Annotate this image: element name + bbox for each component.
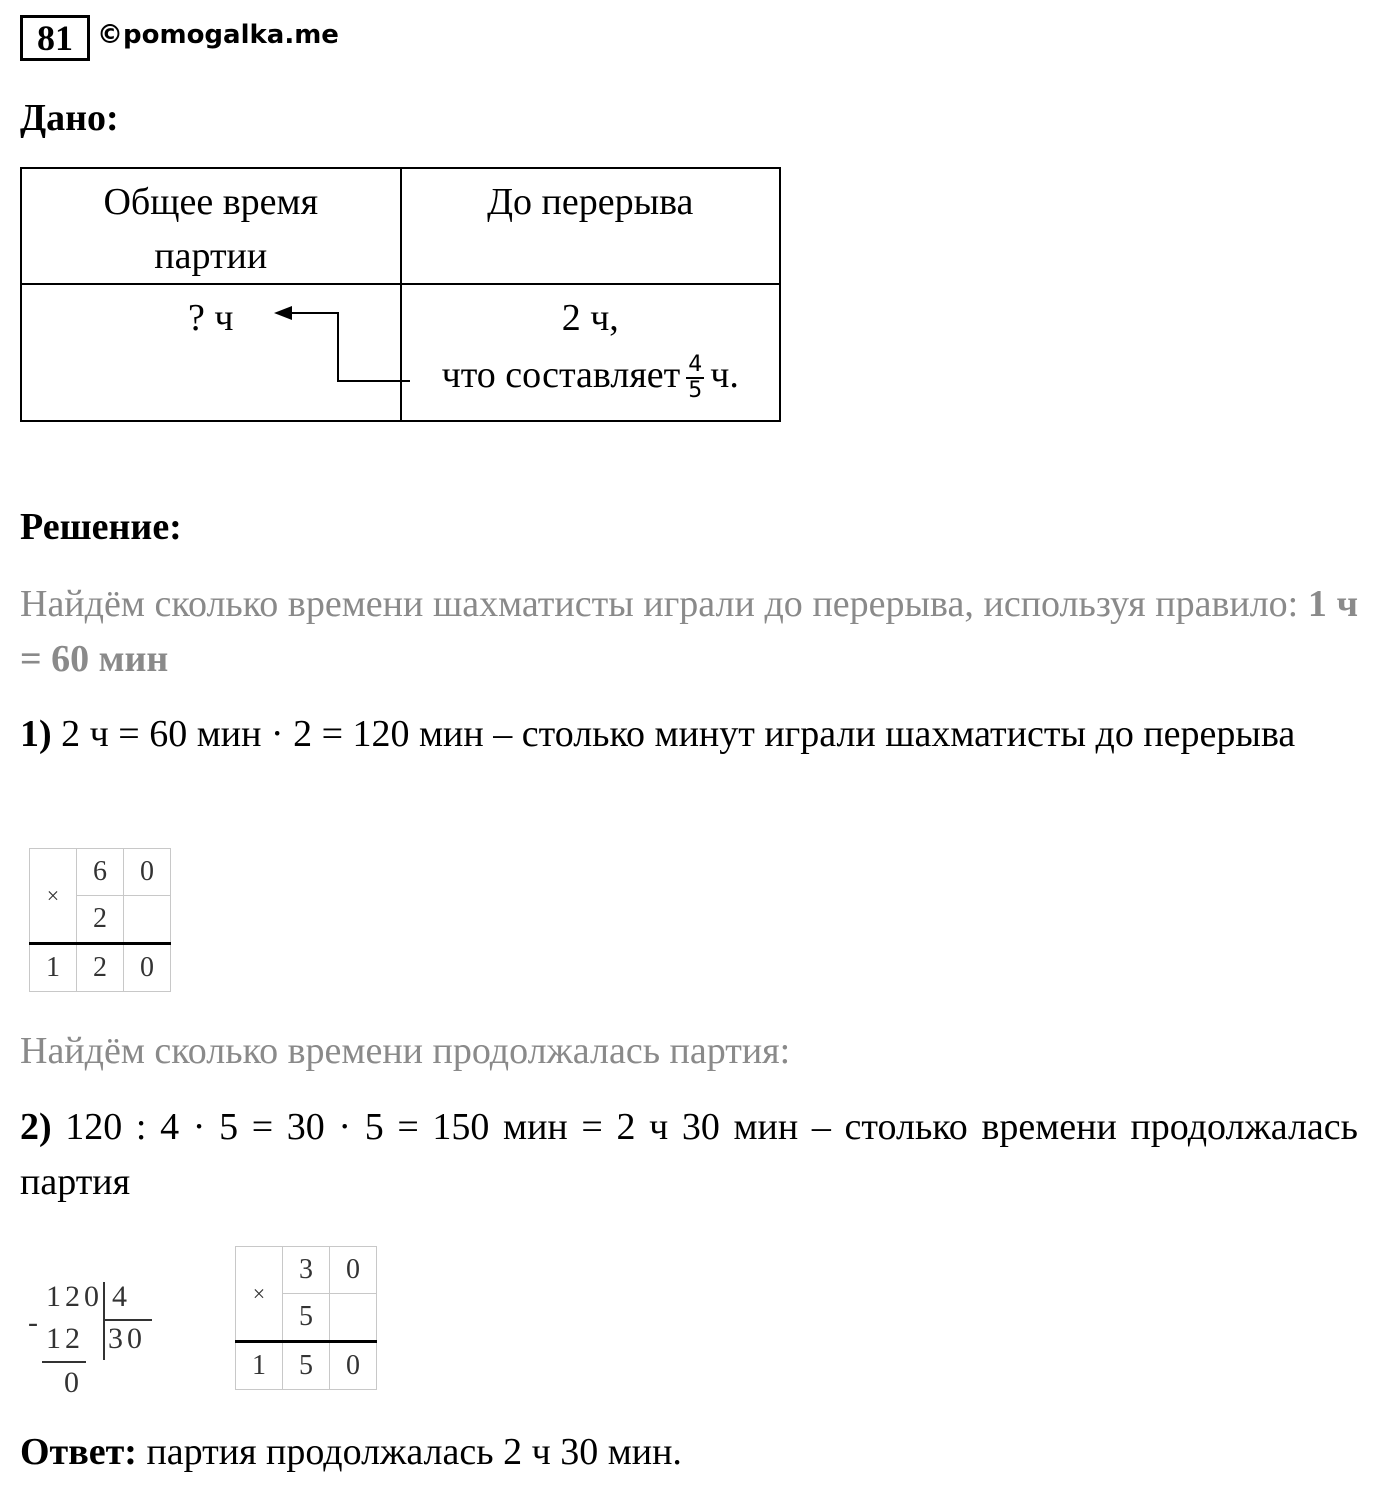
step-1 — [20, 707, 1358, 762]
total-time-text: ? ч — [188, 297, 234, 339]
before-break-line1: 2 ч, — [561, 297, 619, 339]
task-number: 81 — [20, 15, 90, 61]
grid-cell: 0 — [330, 1342, 377, 1390]
grid-cell: 0 — [124, 944, 171, 992]
grid-cell — [330, 1294, 377, 1342]
answer-label: Ответ: — [20, 1431, 137, 1473]
step-2-text: 120 : 4 · 5 = 30 · 5 = 150 мин = 2 ч 30 мин – столько времени продолжалась партия — [20, 1106, 1358, 1203]
hint-1-rule: 1 ч = 60 мин — [20, 583, 1358, 680]
multiply-sign: × — [30, 849, 77, 944]
grid-cell — [124, 896, 171, 944]
fraction-numerator: 4 — [688, 352, 703, 378]
grid-cell: 0 — [330, 1247, 377, 1294]
fraction-prefix: что составляет — [441, 354, 681, 396]
grid-cell: 1 — [236, 1342, 283, 1390]
minus-sign: - — [28, 1306, 42, 1339]
grid-cell: 6 — [77, 849, 124, 896]
step-1-label: 1) — [20, 713, 52, 755]
multiply-sign: × — [236, 1247, 283, 1342]
divisor: 4 — [112, 1280, 131, 1313]
site-watermark: ©pomogalka.me — [97, 20, 339, 50]
step-2 — [20, 1100, 1358, 1210]
grid-cell: 0 — [124, 849, 171, 896]
hint-1-text: Найдём сколько времени шахматисты играли до перерыва, используя правило: — [20, 583, 1308, 625]
step-2-label: 2) — [20, 1106, 52, 1148]
division-lines-icon — [28, 1278, 168, 1408]
grid-cell: 2 — [77, 896, 124, 944]
dividend: 120 — [46, 1280, 103, 1313]
grid-cell: 2 — [77, 944, 124, 992]
solution-heading: Решение: — [20, 506, 182, 548]
subtrahend: 12 — [46, 1322, 84, 1355]
fraction-denominator: 5 — [688, 378, 703, 404]
before-break-header: До перерыва — [401, 168, 781, 284]
grid-cell: 5 — [283, 1342, 330, 1390]
hint-1 — [20, 577, 1358, 687]
grid-cell: 5 — [283, 1294, 330, 1342]
grid-cell: 1 — [30, 944, 77, 992]
multiplication-grid-2 — [235, 1246, 377, 1390]
remainder: 0 — [64, 1366, 83, 1399]
fraction-suffix: ч. — [710, 354, 739, 396]
step-1-text: 2 ч = 60 мин · 2 = 120 мин – столько минут играли шахматисты до перерыва — [51, 713, 1296, 755]
long-division — [28, 1278, 168, 1408]
quotient: 30 — [108, 1322, 146, 1355]
answer-text: партия продолжалась 2 ч 30 мин. — [136, 1431, 682, 1473]
multiplication-grid-1 — [29, 848, 171, 992]
grid-cell: 3 — [283, 1247, 330, 1294]
given-heading: Дано: — [20, 97, 119, 139]
answer — [20, 1425, 1358, 1480]
hint-2: Найдём сколько времени продолжалась партия: — [20, 1030, 791, 1072]
total-time-header: Общее время партии — [21, 168, 401, 284]
